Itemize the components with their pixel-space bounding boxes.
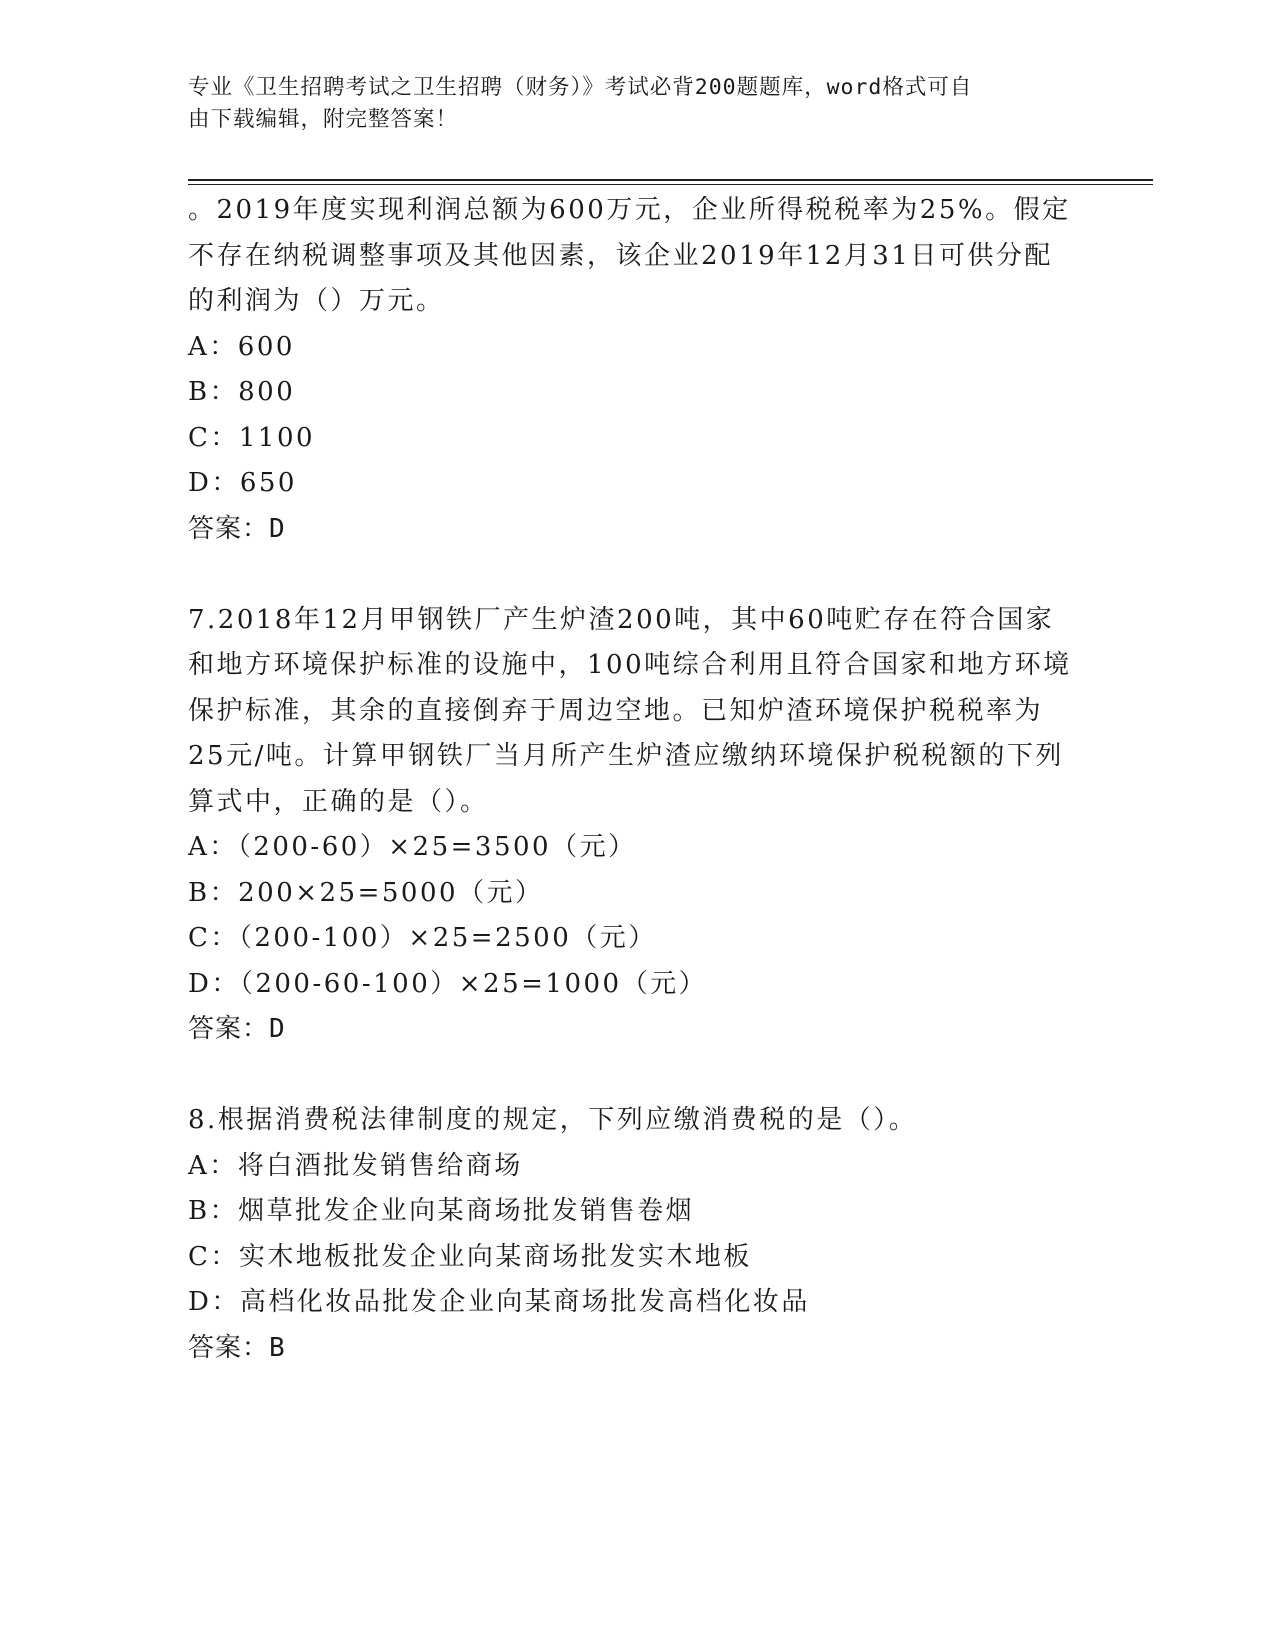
question-text-line: 保护标准，其余的直接倒弃于周边空地。已知炉渣环境保护税税率为 (188, 695, 1044, 726)
question-text-line: 8.根据消费税法律制度的规定，下列应缴消费税的是（）。 (188, 1105, 918, 1135)
header-line-2: 由下载编辑，附完整答案！ (188, 107, 459, 132)
answer-line: 答案：D (188, 513, 286, 544)
option-b: B：800 (188, 377, 296, 407)
question-text-line: 不存在纳税调整事项及其他因素，该企业2019年12月31日可供分配 (188, 240, 1053, 271)
option-b: B：200×25=5000（元） (188, 877, 544, 908)
question-spacer (188, 552, 1088, 598)
question-text-line: 7.2018年12月甲钢铁厂产生炉渣200吨，其中60吨贮存在符合国家 (188, 604, 1055, 635)
option-d: D：650 (188, 468, 297, 498)
question-text-line: 和地方环境保护标准的设施中，100吨综合利用且符合国家和地方环境 (188, 650, 1072, 680)
option-c: C：实木地板批发企业向某商场批发实木地板 (188, 1241, 752, 1272)
question-text-line: 。2019年度实现利润总额为600万元，企业所得税税率为25%。假定 (188, 195, 1071, 225)
question-text-line: 25元/吨。计算甲钢铁厂当月所产生炉渣应缴纳环境保护税税额的下列 (188, 741, 1064, 771)
option-d: D：（200-60-100）×25=1000（元） (188, 968, 708, 999)
option-a: A：600 (188, 331, 295, 362)
question-text-line: 算式中，正确的是（）。 (188, 786, 489, 817)
header-divider-thin (188, 184, 1153, 185)
question-block (188, 1098, 1088, 1371)
question-list (188, 188, 1088, 1371)
document-header (188, 72, 1068, 136)
question-block (188, 598, 1088, 1053)
header-line-1: 专业《卫生招聘考试之卫生招聘（财务）》考试必背200题题库，word格式可自 (188, 75, 973, 100)
header-divider-thick (188, 179, 1153, 181)
answer-line: 答案：B (188, 1332, 286, 1363)
question-text-line: 的利润为（）万元。 (188, 286, 445, 316)
option-c: C：（200-100）×25=2500（元） (188, 923, 657, 953)
question-spacer (188, 1053, 1088, 1099)
option-d: D：高档化妆品批发企业向某商场批发高档化妆品 (188, 1287, 810, 1317)
option-b: B：烟草批发企业向某商场批发销售卷烟 (188, 1196, 695, 1226)
option-a: A：将白酒批发销售给商场 (188, 1150, 523, 1181)
option-a: A：（200-60）×25=3500（元） (188, 832, 637, 862)
question-block (188, 188, 1088, 552)
answer-line: 答案：D (188, 1014, 286, 1044)
option-c: C：1100 (188, 422, 316, 453)
